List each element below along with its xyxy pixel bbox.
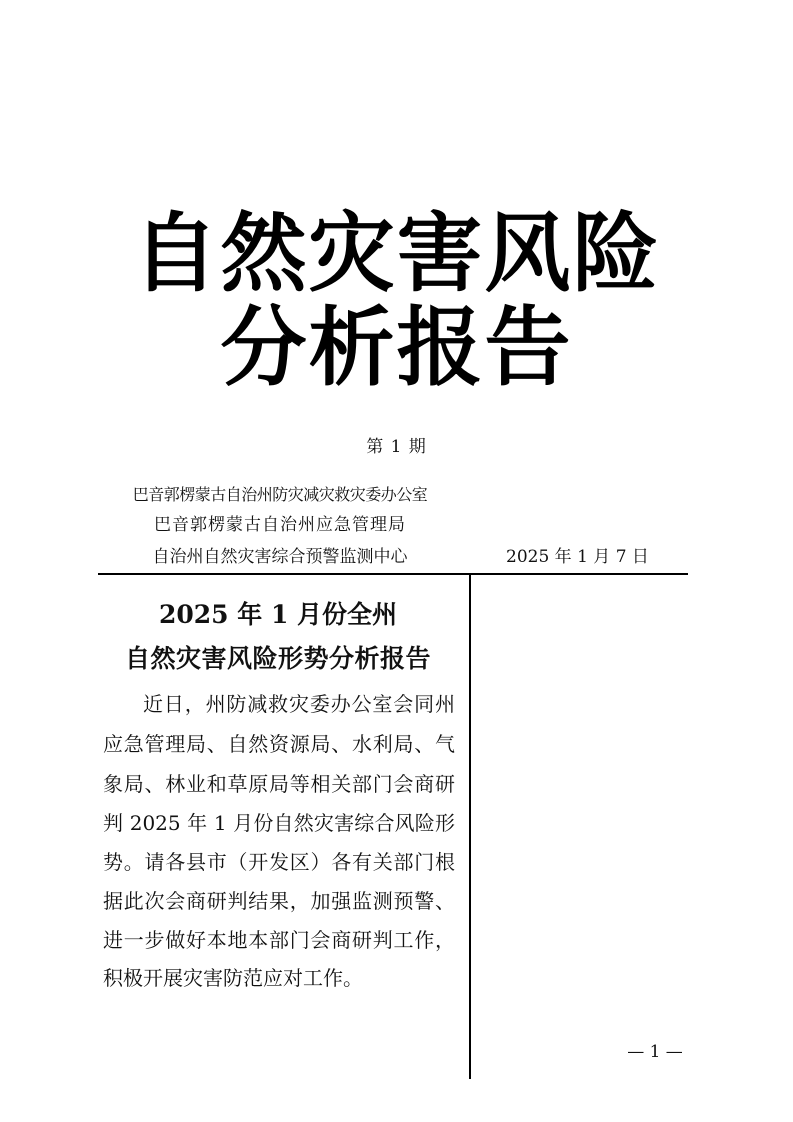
article-body-line: 势。请各县市（开发区）各有关部门根: [103, 850, 455, 874]
article-body-line: 进一步做好本地本部门会商研判工作，: [103, 928, 455, 952]
article-body-line: 近日，州防减救灾委办公室会同州: [143, 692, 455, 716]
issue-date: 2025 年 1 月 7 日: [506, 547, 649, 567]
issuer-1: 巴音郭楞蒙古自治州防灾减灾救灾委办公室: [132, 485, 428, 504]
report-title-line-1: 自然灾害风险: [132, 204, 661, 304]
header-divider: [98, 573, 688, 575]
issue-number: 第 1 期: [366, 437, 427, 457]
article-body-line: 象局、林业和草原局等相关部门会商研: [103, 772, 455, 796]
article-body-line: 据此次会商研判结果，加强监测预警、: [103, 889, 455, 913]
report-title-line-2: 分析报告: [220, 298, 573, 398]
issuer-2: 巴音郭楞蒙古自治州应急管理局: [154, 515, 406, 535]
article-body-line: 应急管理局、自然资源局、水利局、气: [103, 732, 455, 756]
article-title-line-2: 自然灾害风险形势分析报告: [124, 644, 431, 673]
issuer-3: 自治州自然灾害综合预警监测中心: [152, 547, 408, 567]
column-divider: [469, 573, 471, 1079]
article-body-line: 判 2025 年 1 月份自然灾害综合风险形: [103, 811, 455, 835]
page-number: — 1 —: [627, 1042, 683, 1062]
article-body-line: 积极开展灾害防范应对工作。: [103, 966, 363, 990]
article-title-line-1: 2025 年 1 月份全州: [158, 600, 398, 629]
